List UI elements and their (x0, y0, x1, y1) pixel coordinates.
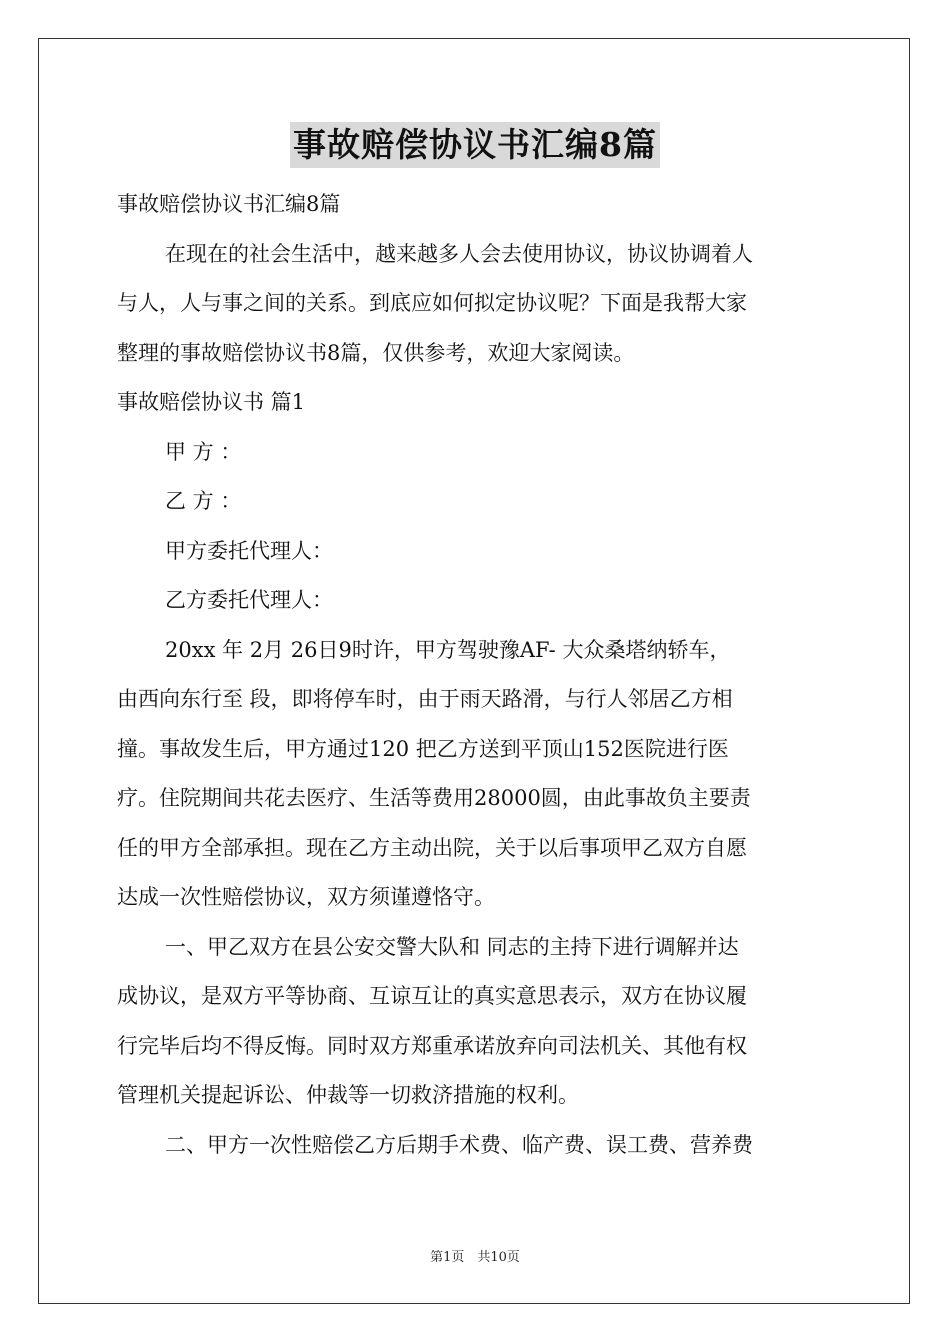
paragraph-line: 任的甲方全部承担。现在乙方主动出院，关于以后事项甲乙双方自愿 (117, 835, 747, 860)
paragraph-line: 疗。住院期间共花去医疗、生活等费用28000圆，由此事故负主要责 (117, 786, 751, 810)
paragraph-line: 20xx 年 2月 26日9时许，甲方驾驶豫AF- 大众桑塔纳轿车， (165, 637, 731, 662)
title-container (0, 122, 950, 168)
document-body (117, 180, 833, 1170)
agent-a-label: 甲方委托代理人： (165, 538, 333, 563)
page-footer: 第1页 共10页 (430, 1250, 520, 1265)
party-a-label: 甲 方 ： (165, 439, 242, 464)
paragraph-line: 达成一次性赔偿协议，双方须谨遵恪守。 (117, 885, 495, 909)
party-b-label: 乙 方 ： (165, 489, 242, 513)
document-subtitle: 事故赔偿协议书汇编8篇 (117, 192, 341, 216)
paragraph-line: 行完毕后均不得反悔。同时双方郑重承诺放弃向司法机关、其他有权 (117, 1033, 747, 1058)
section-heading: 事故赔偿协议书 篇1 (117, 390, 306, 414)
paragraph-line: 管理机关提起诉讼、仲裁等一切救济措施的权利。 (117, 1083, 579, 1107)
paragraph-line: 撞。事故发生后，甲方通过120 把乙方送到平顶山152医院进行医 (117, 736, 729, 761)
intro-line: 在现在的社会生活中，越来越多人会去使用协议，协议协调着人 (165, 241, 753, 266)
document-title: 事故赔偿协议书汇编8篇 (290, 122, 660, 168)
intro-line: 整理的事故赔偿协议书8篇，仅供参考，欢迎大家阅读。 (117, 340, 635, 365)
intro-line: 与人，人与事之间的关系。到底应如何拟定协议呢？下面是我帮大家 (117, 291, 747, 315)
paragraph-line: 由西向东行至 段，即将停车时，由于雨天路滑，与行人邻居乙方相 (117, 687, 733, 711)
paragraph-line: 二、甲方一次性赔偿乙方后期手术费、临产费、误工费、营养费 (165, 1132, 753, 1157)
paragraph-line: 成协议，是双方平等协商、互谅互让的真实意思表示，双方在协议履 (117, 984, 747, 1008)
agent-b-label: 乙方委托代理人： (165, 588, 333, 612)
paragraph-line: 一、甲乙双方在县公安交警大队和 同志的主持下进行调解并达 (165, 934, 739, 959)
